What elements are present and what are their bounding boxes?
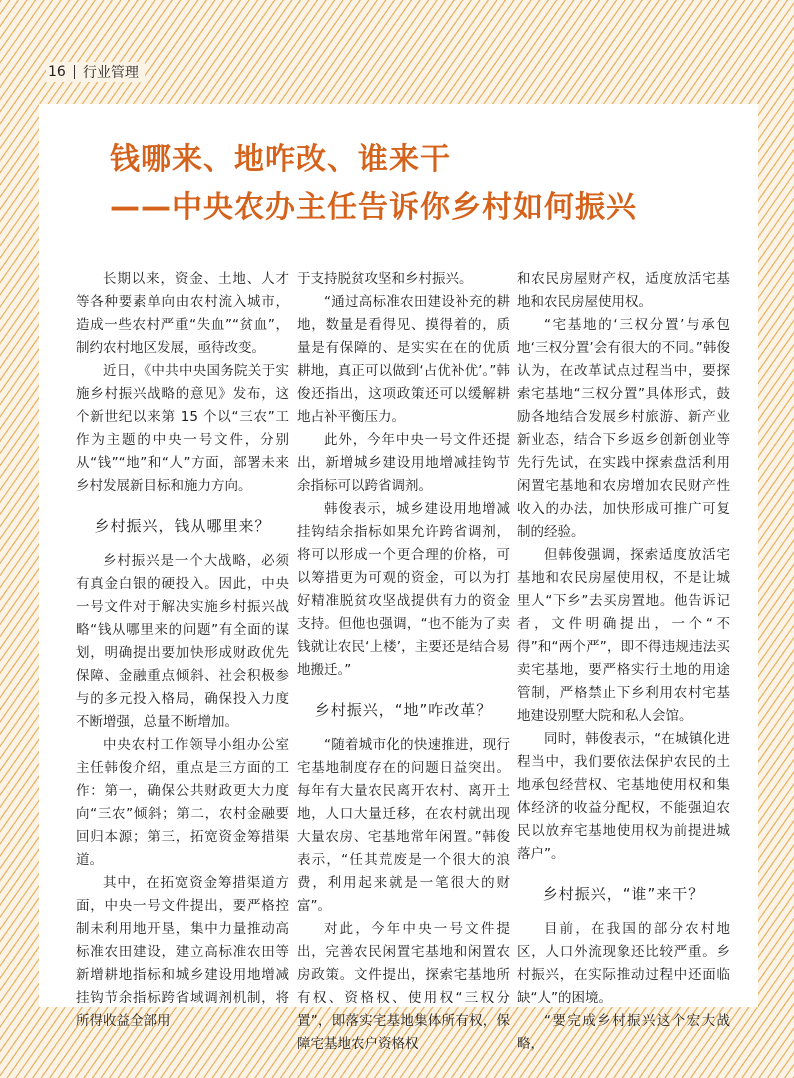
text-column-3 bbox=[517, 268, 730, 1056]
section-name: 行业管理 bbox=[82, 65, 139, 81]
section-heading: 乡村振兴，“谁”来干？ bbox=[542, 885, 705, 903]
paragraph: “通过高标准农田建设补充的耕地，数量是看得见、摸得着的，质量是有保障的、是实实在在的优质耕地，真正可以做到‘占优补优’。”韩俊还指出，这项政策还可以缓解耕地占补平衡压力。 bbox=[297, 294, 510, 425]
paragraph: 但韩俊强调，探索适度放活宅基地和农民房屋使用权，不是让城里人“下乡”去买房置地。他告诉记者，文件明确提出，一个“不得”和“两个严”，即不得违规违法买卖宅基地，要严格实行土地的用途管制，严格禁止下乡利用农村宅基地建设别墅大院和私人会馆。 bbox=[517, 547, 730, 724]
section-heading: 乡村振兴，“地”咋改革？ bbox=[314, 701, 493, 719]
title-line-1: 钱哪来、地咋改、谁来干 bbox=[110, 142, 451, 177]
paragraph: 其中，在拓宽资金筹措渠道方面，中央一号文件提出，要严格控制未利用地开垦，集中力量推动高标准农田建设，建立高标准农田等新增耕地指标和城乡建设用地增减挂钩节余指标跨省域调剂机制，将所得收益全部用 bbox=[76, 875, 289, 1029]
page-number: 16 bbox=[48, 64, 66, 80]
title-line-2: ——中央农办主任告诉你乡村如何振兴 bbox=[110, 190, 637, 225]
running-header bbox=[46, 62, 145, 82]
paragraph: 乡村振兴是一个大战略，必须有真金白银的硬投入。因此，中央一号文件对于解决实施乡村振兴战略“钱从哪里来的问题”有全面的谋划，明确提出要加快形成财政优先保障、金融重点倾斜、社会积极参与的多元投入格局，确保投入力度不断增强，总量不断增加。 bbox=[76, 553, 289, 730]
section-heading: 乡村振兴，钱从哪里来？ bbox=[94, 517, 271, 535]
paragraph: 韩俊表示，城乡建设用地增减挂钩结余指标如果允许跨省调剂，将可以形成一个更合理的价格，可以筹措更为可观的资金，可以为打好精准脱贫攻坚战提供有力的资金支持。但他也强调，“也不能为了卖钱就让农民‘上楼’，主要还是结合易地搬迁。” bbox=[297, 501, 510, 678]
paragraph: 目前，在我国的部分农村地区，人口外流现象还比较严重。乡村振兴，在实际推动过程中还面临缺“人”的困境。 bbox=[517, 921, 730, 1006]
paragraph: “随着城市化的快速推进，现行宅基地制度存在的问题日益突出。每年有大量农民离开农村、离开土地，人口大量迁移，在农村就出现大量农房、宅基地常年闲置。”韩俊表示，“任其荒废是一个很大的浪费，利用起来就是一笔很大的财富”。 bbox=[297, 737, 510, 914]
text-column-1 bbox=[76, 268, 289, 1033]
paragraph: 同时，韩俊表示，“在城镇化进程当中，我们要依法保护农民的土地承包经营权、宅基地使用权和集体经济的收益分配权，不能强迫农民以放弃宅基地使用权为前提进城落户”。 bbox=[517, 731, 730, 862]
paragraph: 对此，今年中央一号文件提出，完善农民闲置宅基地和闲置农房政策。文件提出，探索宅基地所有权、资格权、使用权“三权分置”，即落实宅基地集体所有权，保障宅基地农户资格权 bbox=[297, 921, 510, 1052]
paragraph: 于支持脱贫攻坚和乡村振兴。 bbox=[297, 271, 473, 287]
paragraph: “要完成乡村振兴这个宏大战略， bbox=[517, 1013, 730, 1052]
text-column-2 bbox=[297, 268, 510, 1056]
header-divider bbox=[74, 65, 75, 79]
paragraph: “宅基地的‘三权分置’与承包地‘三权分置’会有很大的不同。”韩俊认为，在改革试点过程当中，要探索宅基地“三权分置”具体形式，鼓励各地结合发展乡村旅游、新产业新业态，结合下乡返乡创新创业等先行先试，在实践中探索盘活利用闲置宅基地和农房增加农民财产性收入的办法，加快形成可推广可复制的经验。 bbox=[517, 317, 730, 540]
paragraph: 此外，今年中央一号文件还提出，新增城乡建设用地增减挂钩节余指标可以跨省调剂。 bbox=[297, 432, 510, 494]
paragraph: 长期以来，资金、土地、人才等各种要素单向由农村流入城市，造成一些农村严重“失血”“贫血”，制约农村地区发展，亟待改变。 bbox=[76, 271, 289, 356]
paragraph: 中央农村工作领导小组办公室主任韩俊介绍，重点是三方面的工作：第一，确保公共财政更大力度向“三农”倾斜；第二，农村金融要回归本源；第三，拓宽资金筹措渠道。 bbox=[76, 737, 289, 868]
paragraph: 近日，《中共中央国务院关于实施乡村振兴战略的意见》发布，这个新世纪以来第 15 个以“三农”工作为主题的中央一号文件，分别从“钱”“地”和“人”方面，部署未来乡村发展新目标和施力方向。 bbox=[76, 363, 289, 494]
paragraph: 和农民房屋财产权，适度放活宅基地和农民房屋使用权。 bbox=[517, 271, 730, 310]
article-title bbox=[110, 140, 637, 228]
